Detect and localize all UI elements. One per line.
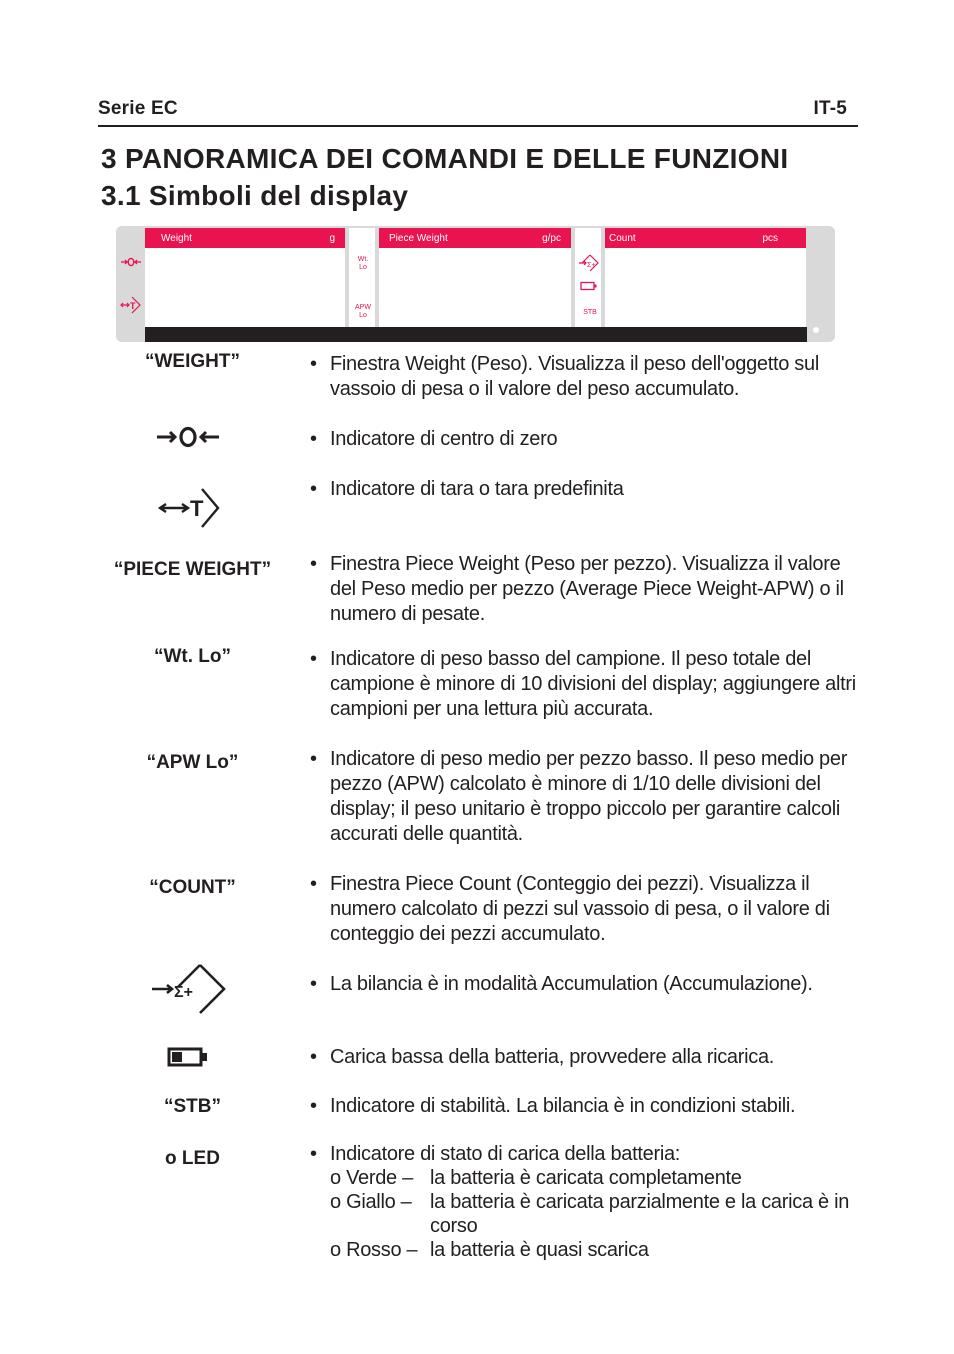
piece-weight-text: Finestra Piece Weight (Peso per pezzo). Visualizza il valore del Peso medio per pezzo (Average Piece Weight-APW) o il numero di pesate. — [330, 553, 844, 625]
display-bottom-bar — [145, 327, 807, 342]
header-divider — [98, 125, 858, 127]
bullet: • — [310, 353, 317, 375]
panel-accumulation-icon — [578, 253, 600, 273]
piece-weight-label: “PIECE WEIGHT” — [113, 559, 272, 580]
svg-text:T: T — [190, 496, 204, 521]
apw-lo-text: Indicatore di peso medio per pezzo basso. Il peso medio per pezzo (APW) calcolato è minore di 1/10 delle divisioni del display; il peso unitario è troppo piccolo per garantire calcoli accurati delle quantità. — [330, 748, 848, 845]
count-label: “COUNT” — [149, 877, 236, 898]
led-yellow — [330, 1190, 858, 1238]
piece-weight-window-bar — [375, 228, 597, 248]
weight-window — [145, 248, 349, 328]
panel-battery-icon — [580, 281, 598, 291]
accumulation-icon — [150, 960, 228, 1016]
series-label: Serie EC — [98, 98, 178, 119]
accumulation-text: La bilancia è in modalità Accumulation (Accumulazione). — [330, 973, 813, 995]
tare-description — [310, 477, 858, 502]
stb-label: “STB” — [164, 1096, 221, 1117]
bullet: • — [310, 748, 317, 770]
bullet: • — [310, 1046, 317, 1068]
stb-indicator: STB — [583, 309, 597, 316]
piece-weight-description — [310, 552, 858, 627]
led-green-value: la batteria è caricata completamente — [430, 1167, 742, 1189]
zero-text: Indicatore di centro di zero — [330, 428, 558, 450]
piece-weight-window — [375, 248, 597, 328]
page-number: IT-5 — [813, 98, 847, 119]
weight-window-label: Weight — [161, 233, 192, 244]
tare-icon — [158, 485, 222, 533]
weight-window-unit: g — [329, 233, 335, 244]
apw-lo-description — [310, 747, 858, 847]
led-red-value: la batteria è quasi scarica — [430, 1239, 649, 1261]
weight-text: Finestra Weight (Peso). Visualizza il peso dell'oggetto sul vassoio di pesa o il valore del peso accumulato. — [330, 353, 819, 400]
low-battery-icon — [167, 1046, 209, 1068]
panel-zero-icon — [120, 256, 142, 268]
svg-text:T: T — [130, 301, 136, 311]
bullet: • — [310, 553, 317, 575]
accumulation-description — [310, 972, 858, 997]
piece-weight-window-label: Piece Weight — [389, 233, 448, 244]
led-green — [330, 1166, 858, 1190]
bullet: • — [310, 973, 317, 995]
count-description — [310, 872, 858, 947]
bullet: • — [310, 1095, 317, 1117]
led-red — [330, 1238, 858, 1262]
weight-description — [310, 352, 858, 402]
wt-lo-text: Indicatore di peso basso del campione. Il peso totale del campione è minore di 10 divisioni del display; aggiungere altri campioni per una lettura più accurata. — [330, 648, 856, 720]
bullet: • — [310, 478, 317, 500]
led-indicator — [813, 327, 819, 333]
wt-lo-description — [310, 647, 858, 722]
svg-text:Σ+: Σ+ — [587, 262, 596, 269]
led-red-key: o Rosso – — [330, 1239, 418, 1261]
stb-text: Indicatore di stabilità. La bilancia è in condizioni stabili. — [330, 1095, 796, 1117]
zero-description — [310, 427, 858, 452]
bullet: • — [310, 873, 317, 895]
count-window-label: Count — [609, 233, 636, 244]
led-yellow-key: o Giallo – — [330, 1191, 412, 1213]
svg-text:Σ+: Σ+ — [174, 984, 193, 1001]
bullet: • — [310, 648, 317, 670]
section-title: 3 PANORAMICA DEI COMANDI E DELLE FUNZIONI — [101, 143, 789, 174]
battery-text: Carica bassa della batteria, provvedere alla ricarica. — [330, 1046, 775, 1068]
subsection-title: 3.1 Simboli del display — [101, 180, 409, 211]
stb-description — [310, 1094, 858, 1119]
battery-description — [310, 1045, 858, 1070]
led-text: Indicatore di stato di carica della batteria: — [330, 1143, 681, 1165]
bullet: • — [310, 1143, 317, 1165]
led-green-key: o Verde – — [330, 1167, 413, 1189]
wt-lo-indicator: Wt. Lo — [357, 256, 369, 271]
panel-tare-icon — [120, 295, 142, 315]
weight-label: “WEIGHT” — [145, 351, 240, 372]
led-label: o LED — [165, 1148, 220, 1169]
led-yellow-value: la batteria è caricata parzialmente e la carica è in corso — [430, 1191, 850, 1237]
count-window-unit: pcs — [762, 233, 778, 244]
wt-lo-label: “Wt. Lo” — [153, 646, 232, 667]
count-window-bar — [601, 228, 806, 248]
tare-text: Indicatore di tara o tara predefinita — [330, 478, 624, 500]
count-text: Finestra Piece Count (Conteggio dei pezzi). Visualizza il numero calcolato di pezzi sul vassoio di pesa, o il valore di conteggio dei pezzi accumulato. — [330, 873, 830, 945]
led-description — [310, 1142, 858, 1262]
piece-weight-window-unit: g/pc — [542, 233, 561, 244]
bullet: • — [310, 428, 317, 450]
center-of-zero-icon — [155, 426, 221, 448]
weight-window-bar — [145, 228, 349, 248]
apw-lo-label: “APW Lo” — [146, 752, 239, 773]
apw-lo-indicator: APW Lo — [355, 304, 371, 319]
count-window — [601, 248, 806, 328]
